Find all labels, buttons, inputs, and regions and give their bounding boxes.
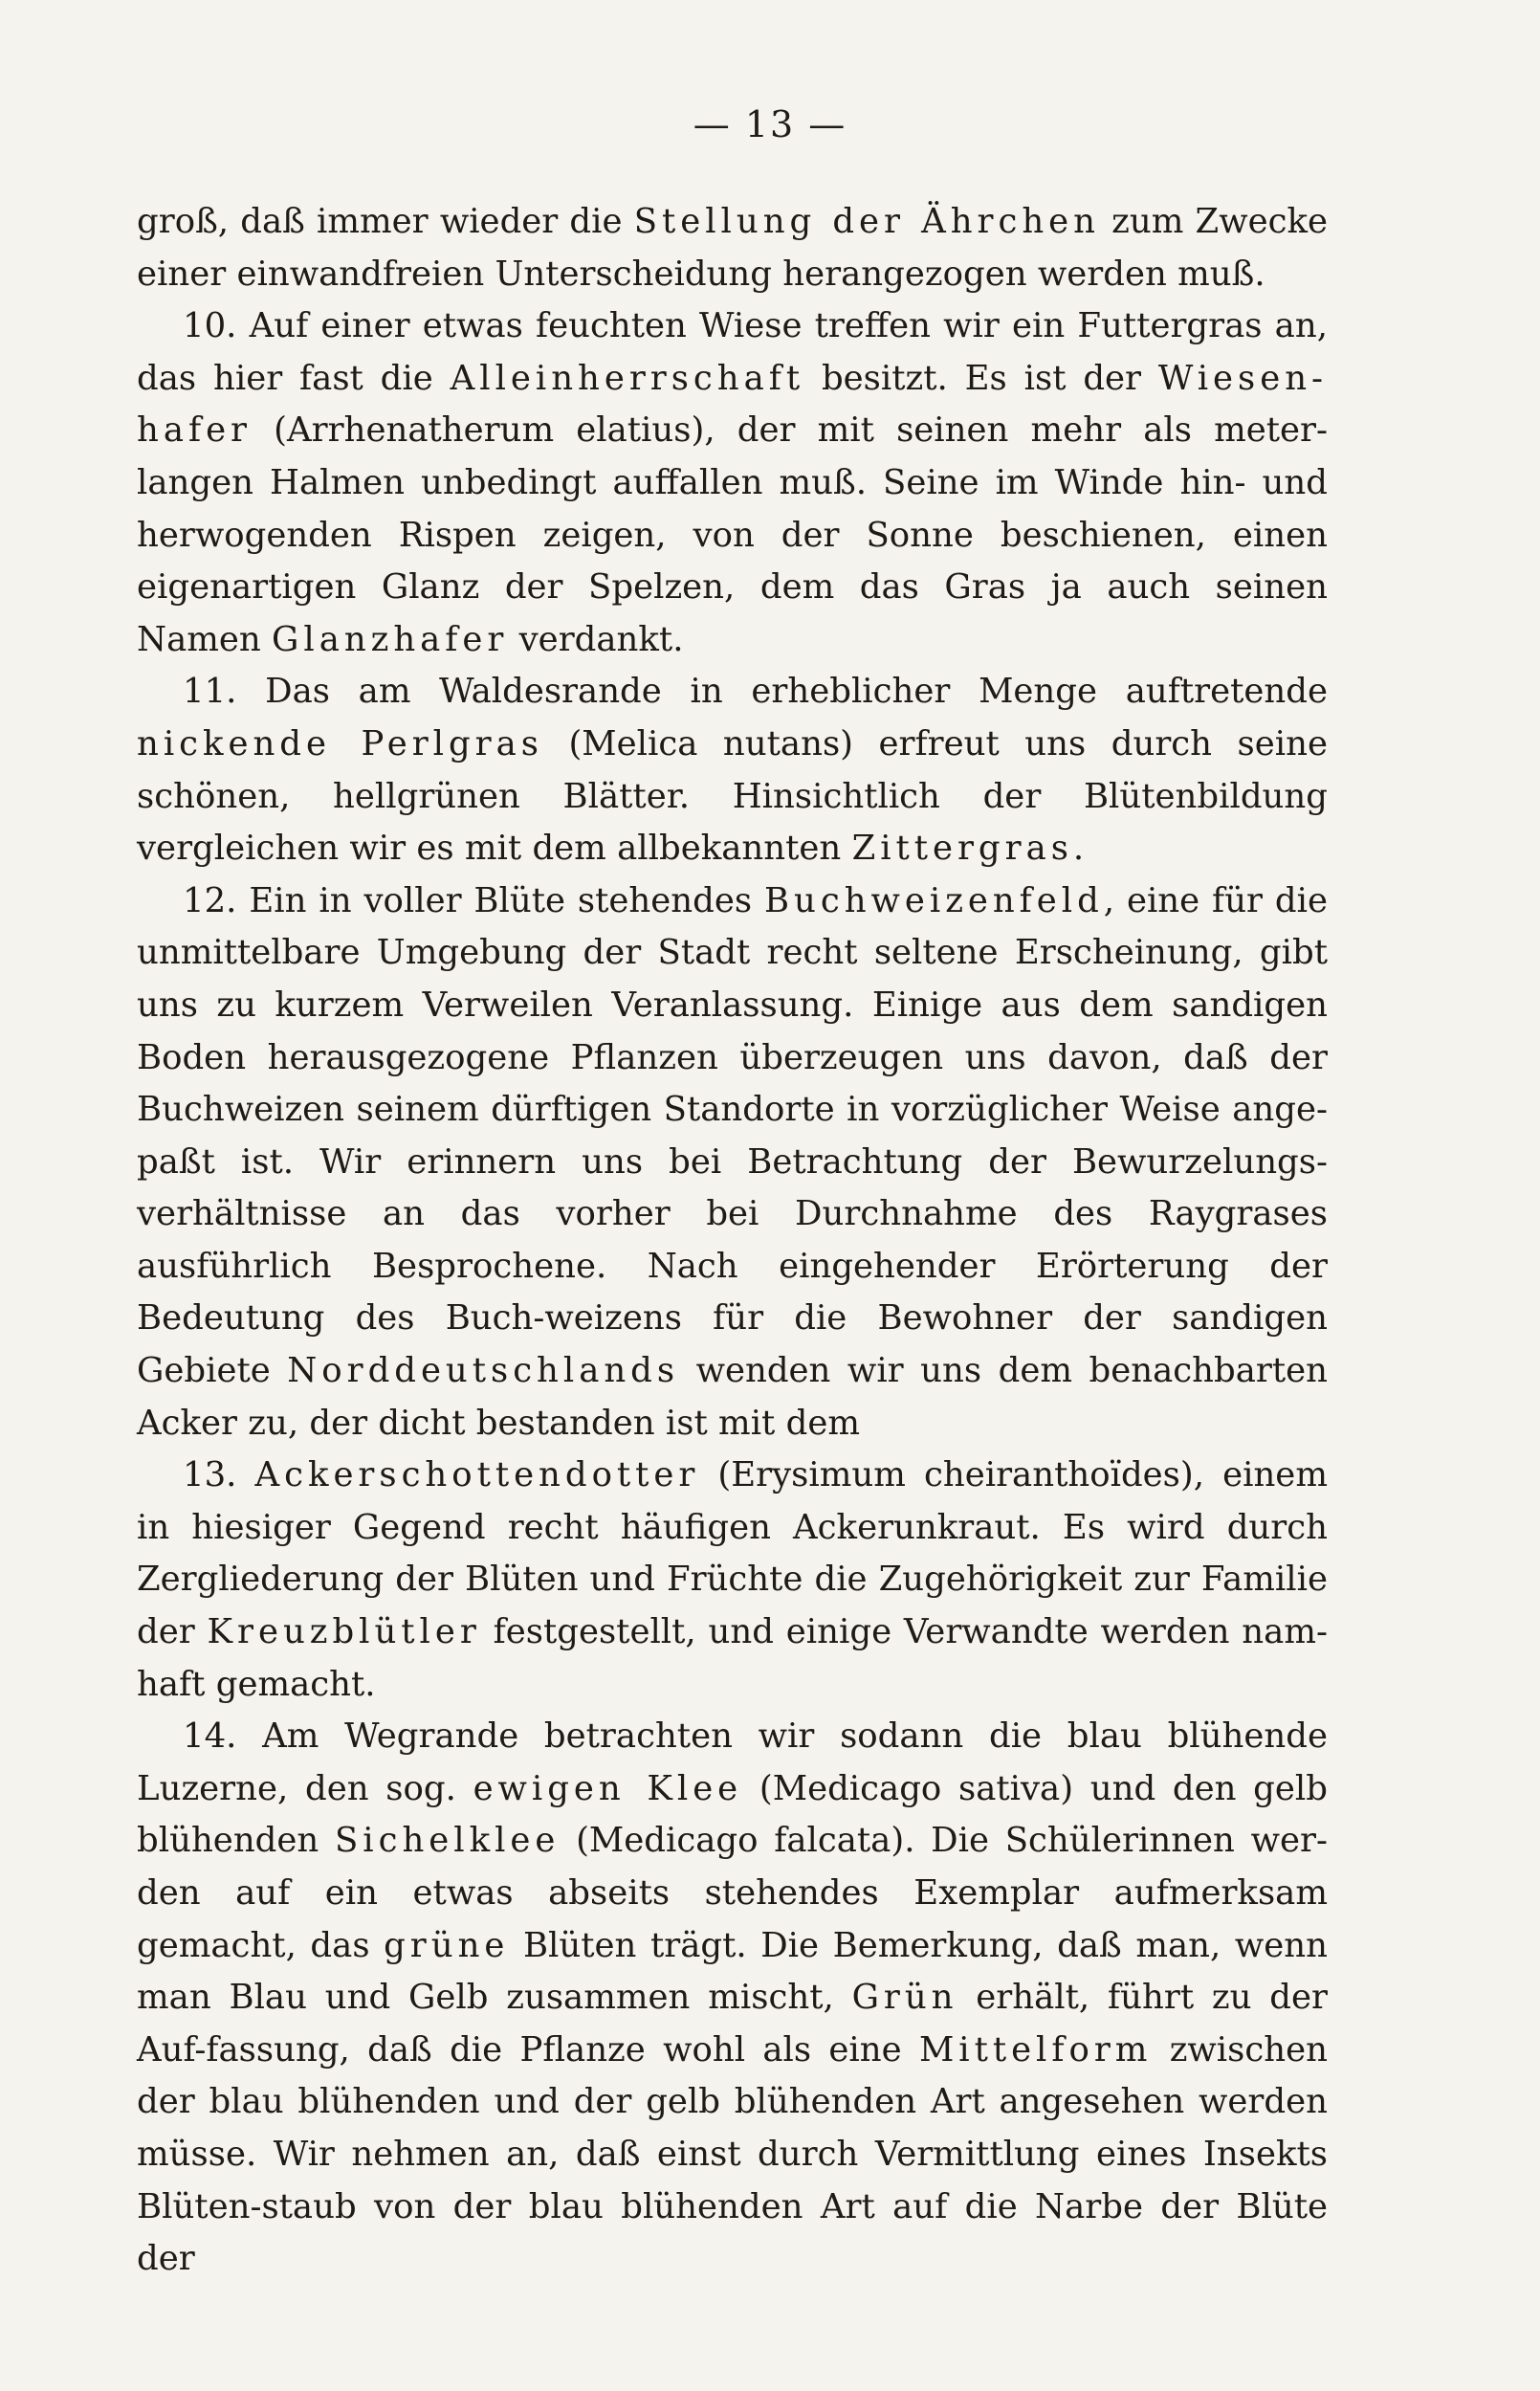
text-run: besitzt. Es ist der bbox=[804, 358, 1158, 398]
emphasized-term: Ackerschottendotter bbox=[254, 1455, 700, 1495]
text-run: , eine für die unmittelbare Umgebung der Stadt recht seltene Erscheinung, gibt uns zu kurzem Verweilen Veranlassung. Einige aus dem sandigen Boden herausgezogene Pflanzen überzeugen uns davon, daß der Buchweizen seinem dürftigen Standorte in vorzüglicher Weise ange-paßt ist. Wir erinnern uns bei Betrachtung der Bewurzelungs-verhältnisse an das vorher bei Durchnahme des Raygrases ausführlich Besprochene. Nach eingehender Erörterung der Bedeutung des Buch-weizens für die Bewohner der sandigen Gebiete bbox=[137, 880, 1328, 1391]
text-run: (Medicago falcata). Die Schülerinnen wer-den auf ein etwas abseits stehendes Exemplar aufmerksam gemacht, das bbox=[137, 1821, 1328, 1965]
emphasized-term: Sichelklee bbox=[334, 1821, 561, 1861]
emphasized-term: ewigen Klee bbox=[473, 1768, 743, 1808]
paragraph bbox=[137, 875, 1328, 1450]
emphasized-term: Grün bbox=[851, 1978, 958, 2018]
emphasized-term: Mittelform bbox=[918, 2029, 1153, 2070]
text-run: 10. Auf einer etwas feuchten Wiese treffen wir ein Futtergras an, das hier fast die bbox=[137, 306, 1328, 398]
emphasized-term: nickende Perlgras bbox=[137, 723, 543, 764]
text-run: festgestellt, und einige Verwandte werden nam-haft gemacht. bbox=[137, 1612, 1328, 1704]
text-run: zum Zwecke einer einwandfreien Unterscheidung herangezogen werden muß. bbox=[137, 202, 1329, 294]
text-run: 11. Das am Waldesrande in erheblicher Menge auftretende bbox=[183, 672, 1328, 712]
paragraph bbox=[137, 196, 1328, 300]
paragraph bbox=[137, 666, 1328, 874]
text-run: 14. Am Wegrande betrachten wir sodann die blau blühende Luzerne, den sog. bbox=[137, 1716, 1328, 1808]
text-run: (Medicago sativa) und den gelb blühenden bbox=[137, 1768, 1328, 1861]
emphasized-term: Stellung der Ährchen bbox=[633, 202, 1100, 241]
emphasized-term: Zittergras. bbox=[851, 829, 1089, 869]
text-run: 12. Ein in voller Blüte stehendes bbox=[183, 880, 764, 920]
text-run: (Erysimum cheiranthoïdes), einem in hiesiger Gegend recht häufigen Ackerunkraut. Es wird durch Zergliederung der Blüten und Früchte die Zugehörigkeit zur Familie der bbox=[137, 1455, 1328, 1652]
text-run: zwischen der blau blühenden und der gelb blühenden Art angesehen werden müsse. Wir nehmen an, daß einst durch Vermittlung eines Insekts Blüten-staub von der blau blühenden Art auf die Narbe der Blüte der bbox=[137, 2029, 1328, 2279]
emphasized-term: Buchweizenfeld bbox=[763, 880, 1104, 920]
text-run: erhält, führt zu der Auf-fassung, daß die Pflanze wohl als eine bbox=[137, 1978, 1328, 2070]
text-run: (Melica nutans) erfreut uns durch seine schönen, hellgrünen Blätter. Hinsichtlich der Blütenbildung vergleichen wir es mit dem allbekannten bbox=[137, 723, 1329, 869]
text-run: 13. bbox=[183, 1455, 255, 1495]
emphasized-term: Kreuzblütler bbox=[207, 1612, 481, 1652]
text-run: (Arrhenatherum elatius), der mit seinen mehr als meter-langen Halmen unbedingt auffallen muß. Seine im Winde hin- und herwogenden Rispen zeigen, von der Sonne beschienen, einen eigenartigen Glanz der Spelzen, dem das Gras ja auch seinen Namen bbox=[137, 410, 1328, 659]
emphasized-term: Wiesen-hafer bbox=[137, 358, 1328, 451]
emphasized-term: Norddeutschlands bbox=[287, 1351, 680, 1391]
text-run: wenden wir uns dem benachbarten Acker zu, der dicht bestanden ist mit dem bbox=[137, 1351, 1329, 1443]
paragraph bbox=[137, 1711, 1328, 2286]
paragraph bbox=[137, 1450, 1328, 1711]
emphasized-term: Glanzhafer bbox=[272, 619, 509, 659]
emphasized-term: grüne bbox=[384, 1925, 510, 1965]
text-run: Blüten trägt. Die Bemerkung, daß man, wenn man Blau und Gelb zusammen mischt, bbox=[137, 1925, 1328, 2018]
text-run: verdankt. bbox=[508, 619, 684, 659]
paragraph bbox=[137, 300, 1328, 666]
body-text bbox=[137, 196, 1328, 2286]
page-number: — 13 — bbox=[693, 103, 847, 145]
text-run: groß, daß immer wieder die bbox=[137, 202, 634, 241]
emphasized-term: Alleinherrschaft bbox=[450, 358, 805, 398]
